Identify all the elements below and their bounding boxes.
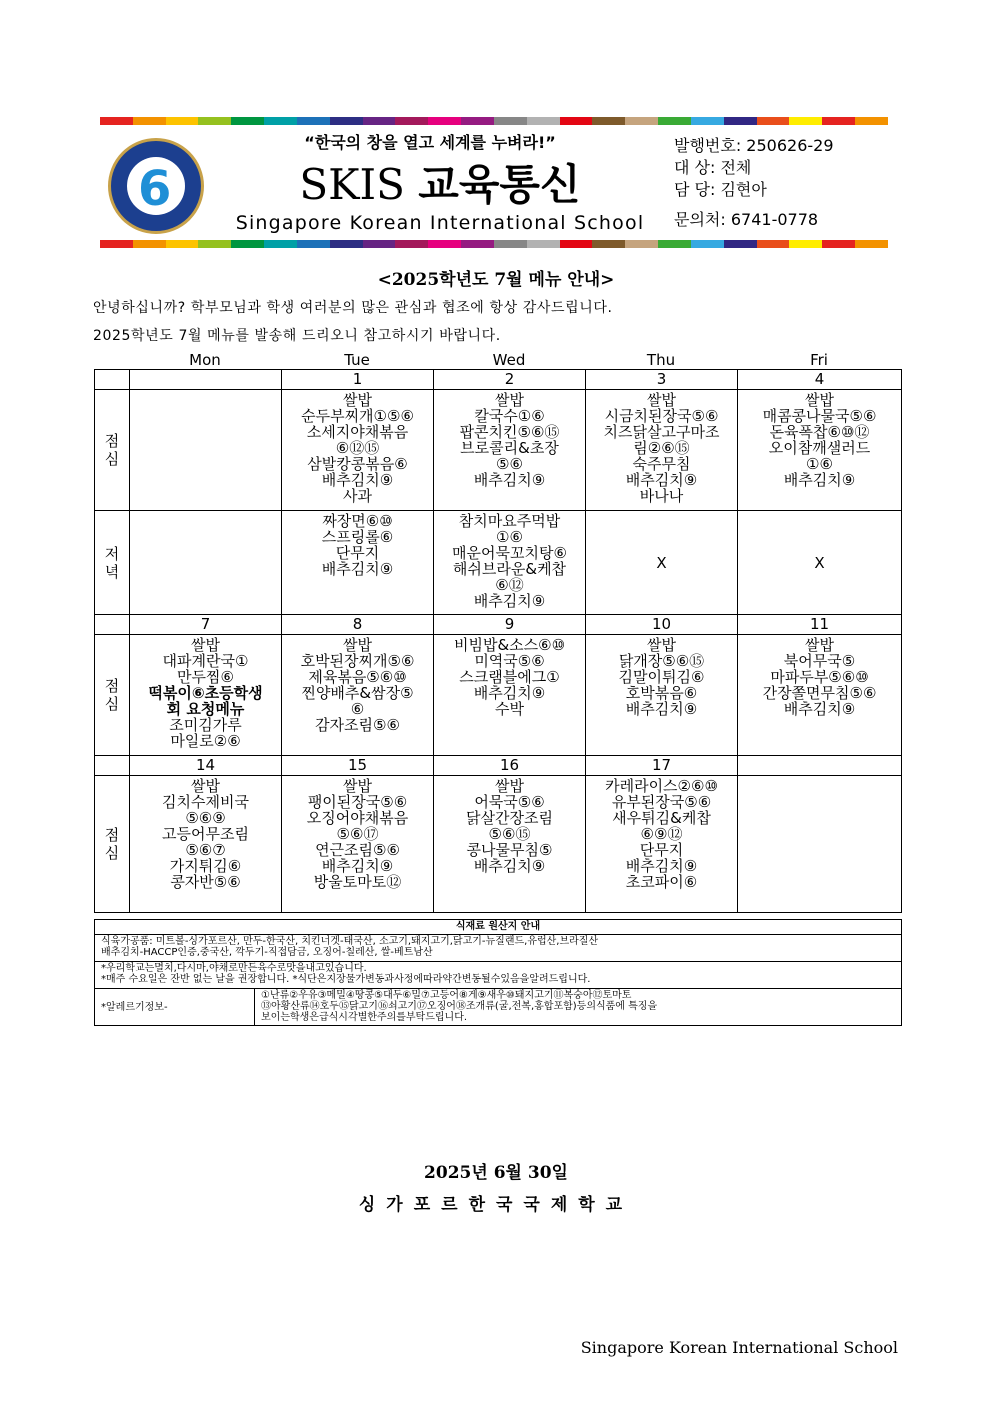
lunch-label-char: 점 <box>104 432 120 450</box>
target-audience: 대 상: 전체 <box>674 158 752 177</box>
menu-cell-lunch-fri <box>738 635 902 756</box>
menu-item: 쌀밥 <box>647 636 676 654</box>
menu-cell-lunch-tue <box>282 390 434 511</box>
menu-item: 콩나물무침⑤ <box>466 841 553 859</box>
issue-number: 발행번호: 250626-29 <box>674 136 834 155</box>
origin-title: 식재료 원산지 안내 <box>95 920 902 935</box>
menu-item: 배추김치⑨ <box>473 684 546 702</box>
color-bar-segment <box>428 240 461 248</box>
menu-item: ⑤⑥⑨ <box>185 809 226 827</box>
menu-item: 참치마요주먹밥 <box>458 512 561 530</box>
menu-item: 쌀밥 <box>805 391 834 409</box>
menu-item: 쌀밥 <box>191 777 220 795</box>
color-bar-segment <box>691 117 724 125</box>
menu-item: 소세지야채볶음 <box>306 423 409 441</box>
menu-item: 호박볶음⑥ <box>625 684 698 702</box>
color-bar-segment <box>855 117 888 125</box>
menu-item: 배추김치⑨ <box>473 592 546 610</box>
menu-item: 쌀밥 <box>343 777 372 795</box>
color-bar-segment <box>625 117 658 125</box>
color-bar-segment <box>428 117 461 125</box>
date-cell-fri: 4 <box>738 370 902 390</box>
color-bar-segment <box>133 240 166 248</box>
menu-item: 제육볶음⑤⑥⑩ <box>308 668 407 686</box>
title-ko: 교육통신 <box>418 160 581 209</box>
color-bar-segment <box>822 240 855 248</box>
menu-item: 시금치된장국⑤⑥ <box>604 407 719 425</box>
menu-item: 연근조림⑤⑥ <box>315 841 400 859</box>
dinner-row <box>95 511 902 615</box>
menu-cell-lunch-thu <box>586 776 738 913</box>
menu-item: 마일로②⑥ <box>170 732 241 750</box>
menu-item: 쌀밥 <box>495 391 524 409</box>
menu-item: 닭개장⑤⑥⑮ <box>618 652 705 670</box>
policy-line: *우리학교는멸치,다시마,야채로만든육수로맛을내고있습니다. <box>101 963 367 974</box>
date-row-spacer <box>95 756 130 776</box>
color-bar-segment <box>100 240 133 248</box>
allergy-label: *알레르기정보- <box>95 989 255 1026</box>
logo-swirl-icon: 6 <box>138 161 172 217</box>
color-bar-segment <box>494 117 527 125</box>
menu-item: 쌀밥 <box>343 636 372 654</box>
menu-item: 팝콘치킨⑤⑥⑮ <box>459 423 560 441</box>
menu-item: ①⑥ <box>496 528 523 546</box>
color-bar-segment <box>231 240 264 248</box>
menu-item: 배추김치⑨ <box>321 857 394 875</box>
weekday-header <box>94 351 901 369</box>
date-row <box>95 370 902 390</box>
menu-item: 닭살간장조림 <box>466 809 553 827</box>
lunch-label-char: 점 <box>104 826 120 844</box>
allergy-line: ⑬아황산류⑭호두⑮닭고기⑯쇠고기⑰오징어⑱조개류(굴,전복,홍합포함)등의식품에 특징을 <box>261 1001 658 1012</box>
lunch-label-char: 심 <box>104 695 120 713</box>
menu-cell-dinner-thu <box>586 511 738 615</box>
date-cell-fri: 11 <box>738 615 902 635</box>
menu-item: 새우튀김&케찹 <box>612 809 711 827</box>
color-bar-segment <box>297 240 330 248</box>
menu-item: 쌀밥 <box>495 777 524 795</box>
color-bar-segment <box>724 117 757 125</box>
color-bar-segment <box>822 117 855 125</box>
day-mon: Mon <box>189 351 221 369</box>
color-bar-segment <box>166 240 199 248</box>
menu-item: 마파두부⑤⑥⑩ <box>770 668 869 686</box>
menu-cell-lunch-wed <box>434 390 586 511</box>
menu-item: 북어무국⑤ <box>783 652 856 670</box>
color-bar-segment <box>330 240 363 248</box>
date-row <box>95 615 902 635</box>
menu-item: 김말이튀김⑥ <box>618 668 705 686</box>
menu-item: 단무지 <box>639 841 684 859</box>
school-logo <box>108 138 204 234</box>
day-thu: Thu <box>646 351 676 369</box>
menu-item: ①⑥ <box>806 455 833 473</box>
day-fri: Fri <box>810 351 828 369</box>
date-row-spacer <box>95 370 130 390</box>
color-bar-segment <box>297 117 330 125</box>
menu-cell-lunch-fri <box>738 776 902 913</box>
date-cell-wed: 2 <box>434 370 586 390</box>
menu-item: 배추김치⑨ <box>783 471 856 489</box>
newsletter-title <box>230 157 650 213</box>
lunch-row <box>95 635 902 756</box>
color-bar-segment <box>658 240 691 248</box>
slogan: “한국의 창을 열고 세계를 누벼라!” <box>304 133 556 152</box>
school-name-ko: 싱가포르한국국제학교 <box>358 1195 634 1215</box>
color-bar-segment <box>527 240 560 248</box>
color-bar-segment <box>789 117 822 125</box>
color-bar-segment <box>198 117 231 125</box>
menu-cell-lunch-mon <box>130 390 282 511</box>
menu-item: 단무지 <box>335 544 380 562</box>
contact: 문의처: 6741-0778 <box>674 210 819 229</box>
menu-item: ⑤⑥ <box>496 455 523 473</box>
color-bar-segment <box>100 117 133 125</box>
menu-item: 배추김치⑨ <box>321 560 394 578</box>
menu-item: 배추김치⑨ <box>625 857 698 875</box>
menu-cell-lunch-mon <box>130 635 282 756</box>
menu-heading: <2025학년도 7월 메뉴 안내> <box>377 270 615 290</box>
menu-item: 숙주무침 <box>632 455 691 473</box>
menu-cell-dinner-tue <box>282 511 434 615</box>
menu-item: 팽이된장국⑤⑥ <box>307 793 408 811</box>
menu-item: 가지튀김⑥ <box>169 857 242 875</box>
menu-item: X <box>656 553 667 572</box>
origin-line: 식육가공품: 미트볼-싱가포르산, 만두-한국산, 치킨너겟-태국산, 소고기,돼지고기,닭고기-뉴질랜드,유럽산,브라질산 <box>101 936 599 947</box>
color-bar-segment <box>494 240 527 248</box>
menu-item: 찐양배추&쌈장⑤ <box>301 684 414 702</box>
menu-item: 오이참깨샐러드 <box>768 439 871 457</box>
color-bar-segment <box>330 117 363 125</box>
color-bar-segment <box>527 117 560 125</box>
menu-item: 쌀밥 <box>343 391 372 409</box>
color-bar-segment <box>133 117 166 125</box>
color-bar-segment <box>724 240 757 248</box>
color-bar-segment <box>560 240 593 248</box>
date-cell-thu: 10 <box>586 615 738 635</box>
lunch-label <box>95 776 130 913</box>
menu-cell-dinner-fri <box>738 511 902 615</box>
menu-item: 대파계란국① <box>162 652 249 670</box>
intro-line-2: 2025학년도 7월 메뉴를 발송해 드리오니 참고하시기 바랍니다. <box>93 328 501 344</box>
color-bar-segment <box>264 117 297 125</box>
lunch-label-char: 점 <box>104 677 120 695</box>
menu-item: 오징어야채볶음 <box>306 809 409 827</box>
policy-line: *매주 수요일은 잔반 없는 날을 권장합니다. *식단은지장물가변동과사정에따라약간변동될수있음을알려드립니다. <box>101 974 591 985</box>
color-bar-segment <box>625 240 658 248</box>
day-wed: Wed <box>492 351 526 369</box>
policy-info <box>95 962 902 989</box>
manager: 담 당: 김현아 <box>674 180 767 199</box>
menu-item: ⑤⑥⑦ <box>185 841 226 859</box>
color-bar-segment <box>461 240 494 248</box>
menu-item: 방울토마토⑫ <box>313 873 402 891</box>
lunch-label <box>95 635 130 756</box>
color-bar-segment <box>789 240 822 248</box>
lunch-label-char: 심 <box>104 450 120 468</box>
color-bar-segment <box>592 240 625 248</box>
date-cell-mon: 14 <box>130 756 282 776</box>
lunch-label <box>95 390 130 511</box>
menu-item: 조미김가루 <box>169 716 242 734</box>
menu-item: 스프링롤⑥ <box>321 528 394 546</box>
menu-item: 칼국수①⑥ <box>474 407 545 425</box>
color-bar-segment <box>363 240 396 248</box>
color-bar-segment <box>592 117 625 125</box>
color-bar-segment <box>855 240 888 248</box>
menu-item: 콩자반⑤⑥ <box>170 873 241 891</box>
menu-cell-lunch-thu <box>586 390 738 511</box>
menu-cell-lunch-wed <box>434 635 586 756</box>
menu-item: ⑥⑨⑫ <box>640 825 683 843</box>
menu-item: 쌀밥 <box>805 636 834 654</box>
color-bar-segment <box>691 240 724 248</box>
menu-item: 브로콜리&초장 <box>460 439 559 457</box>
menu-cell-lunch-tue <box>282 635 434 756</box>
lunch-row <box>95 776 902 913</box>
menu-cell-dinner-wed <box>434 511 586 615</box>
menu-item: 치즈닭살고구마조 <box>603 423 720 441</box>
color-bar-segment <box>461 117 494 125</box>
menu-cell-lunch-thu <box>586 635 738 756</box>
dinner-label-char: 녁 <box>104 562 120 581</box>
intro-line-1: 안녕하십니까? 학부모님과 학생 여러분의 많은 관심과 협조에 항상 감사드립니다. <box>93 300 613 316</box>
menu-item: 만두찜⑥ <box>177 668 234 686</box>
title-en: SKIS <box>299 160 405 209</box>
color-bar-segment <box>264 240 297 248</box>
allergy-line: 보이는학생은급식시각별한주의를부탁드립니다. <box>261 1012 468 1023</box>
date-cell-wed: 16 <box>434 756 586 776</box>
date-cell-tue: 15 <box>282 756 434 776</box>
date-cell-wed: 9 <box>434 615 586 635</box>
date-cell-mon: 7 <box>130 615 282 635</box>
color-bar-segment <box>166 117 199 125</box>
menu-item: 미역국⑤⑥ <box>474 652 545 670</box>
color-bar-segment <box>395 240 428 248</box>
origin-info <box>95 935 902 962</box>
origin-line: 배추김치-HACCP인증,중국산, 깍두기-직접담금, 오징어-칠레산, 쌀-베트남산 <box>101 947 433 958</box>
color-bar-segment <box>560 117 593 125</box>
menu-item: ⑥ <box>350 700 365 718</box>
menu-item: ⑥⑫⑮ <box>335 439 380 457</box>
menu-item: 어묵국⑤⑥ <box>474 793 545 811</box>
menu-item: 순두부찌개①⑤⑥ <box>301 407 414 425</box>
menu-cell-lunch-tue <box>282 776 434 913</box>
color-bar-segment <box>658 117 691 125</box>
menu-item: ⑤⑥⑰ <box>336 825 379 843</box>
menu-item: X <box>814 553 825 572</box>
menu-item: 유부된장국⑤⑥ <box>611 793 712 811</box>
menu-item: 수박 <box>495 700 524 718</box>
lunch-label-char: 심 <box>104 844 120 862</box>
menu-item: 짜장면⑥⑩ <box>322 512 393 530</box>
menu-item: 감자조림⑤⑥ <box>315 716 400 734</box>
menu-item: 떡볶이⑥초등학생 <box>148 684 263 702</box>
menu-item: 사과 <box>343 487 372 505</box>
date-cell-tue: 8 <box>282 615 434 635</box>
menu-item: 배추김치⑨ <box>473 471 546 489</box>
menu-item: 배추김치⑨ <box>473 857 546 875</box>
menu-item: 삼발캉콩볶음⑥ <box>307 455 408 473</box>
menu-item: 매콤콩나물국⑤⑥ <box>762 407 877 425</box>
date-row-spacer <box>95 615 130 635</box>
date-cell-mon <box>130 370 282 390</box>
menu-item: 회 요청메뉴 <box>166 700 245 718</box>
color-bar-segment <box>231 117 264 125</box>
menu-item: 카레라이스②⑥⑩ <box>605 777 718 795</box>
menu-item: 배추김치⑨ <box>625 471 698 489</box>
color-bar-segment <box>363 117 396 125</box>
menu-item: 쌀밥 <box>647 391 676 409</box>
menu-item: 림②⑥⑮ <box>633 439 690 457</box>
day-tue: Tue <box>344 351 370 369</box>
menu-item: 간장쫄면무침⑤⑥ <box>762 684 877 702</box>
issue-date: 2025년 6월 30일 <box>424 1163 568 1183</box>
menu-item: 배추김치⑨ <box>625 700 698 718</box>
date-cell-fri <box>738 756 902 776</box>
menu-item: 바나나 <box>639 487 684 505</box>
color-bar-segment <box>395 117 428 125</box>
color-bar-segment <box>757 117 790 125</box>
menu-item: 배추김치⑨ <box>783 700 856 718</box>
date-row <box>95 756 902 776</box>
top-color-bar <box>100 117 888 125</box>
menu-item: 초코파이⑥ <box>625 873 698 891</box>
menu-item: 비빔밥&소스⑥⑩ <box>453 636 566 654</box>
menu-cell-lunch-fri <box>738 390 902 511</box>
footer-school-en: Singapore Korean International School <box>580 1338 898 1357</box>
menu-item: 돈육폭찹⑥⑩⑫ <box>769 423 870 441</box>
notes-table <box>94 919 902 1026</box>
school-name-en: Singapore Korean International School <box>235 212 645 234</box>
menu-item: 고등어무조림 <box>162 825 249 843</box>
color-bar-segment <box>757 240 790 248</box>
date-cell-thu: 17 <box>586 756 738 776</box>
menu-item: ⑤⑥⑮ <box>488 825 531 843</box>
menu-item: 배추김치⑨ <box>321 471 394 489</box>
date-cell-thu: 3 <box>586 370 738 390</box>
menu-item: 스크램블에그① <box>459 668 560 686</box>
menu-item: 호박된장찌개⑤⑥ <box>300 652 415 670</box>
menu-item: 매운어묵꼬치탕⑥ <box>452 544 567 562</box>
menu-item: 해쉬브라운&케찹 <box>452 560 567 578</box>
date-cell-tue: 1 <box>282 370 434 390</box>
menu-item: 김치수제비국 <box>162 793 249 811</box>
menu-item: 쌀밥 <box>191 636 220 654</box>
menu-cell-dinner-mon <box>130 511 282 615</box>
dinner-label <box>95 511 130 615</box>
dinner-label-char: 저 <box>104 544 120 563</box>
allergy-line: ①난류②우유③메밀④땅콩⑤대두⑥밀⑦고등어⑧게⑨새우⑩돼지고기⑪복숭아⑫토마토 <box>261 990 632 1001</box>
menu-table <box>94 369 902 913</box>
color-bar-segment <box>198 240 231 248</box>
menu-cell-lunch-wed <box>434 776 586 913</box>
bottom-color-bar <box>100 240 888 248</box>
allergy-info <box>255 989 902 1026</box>
menu-cell-lunch-mon <box>130 776 282 913</box>
lunch-row <box>95 390 902 511</box>
menu-item: ⑥⑫ <box>495 576 524 594</box>
